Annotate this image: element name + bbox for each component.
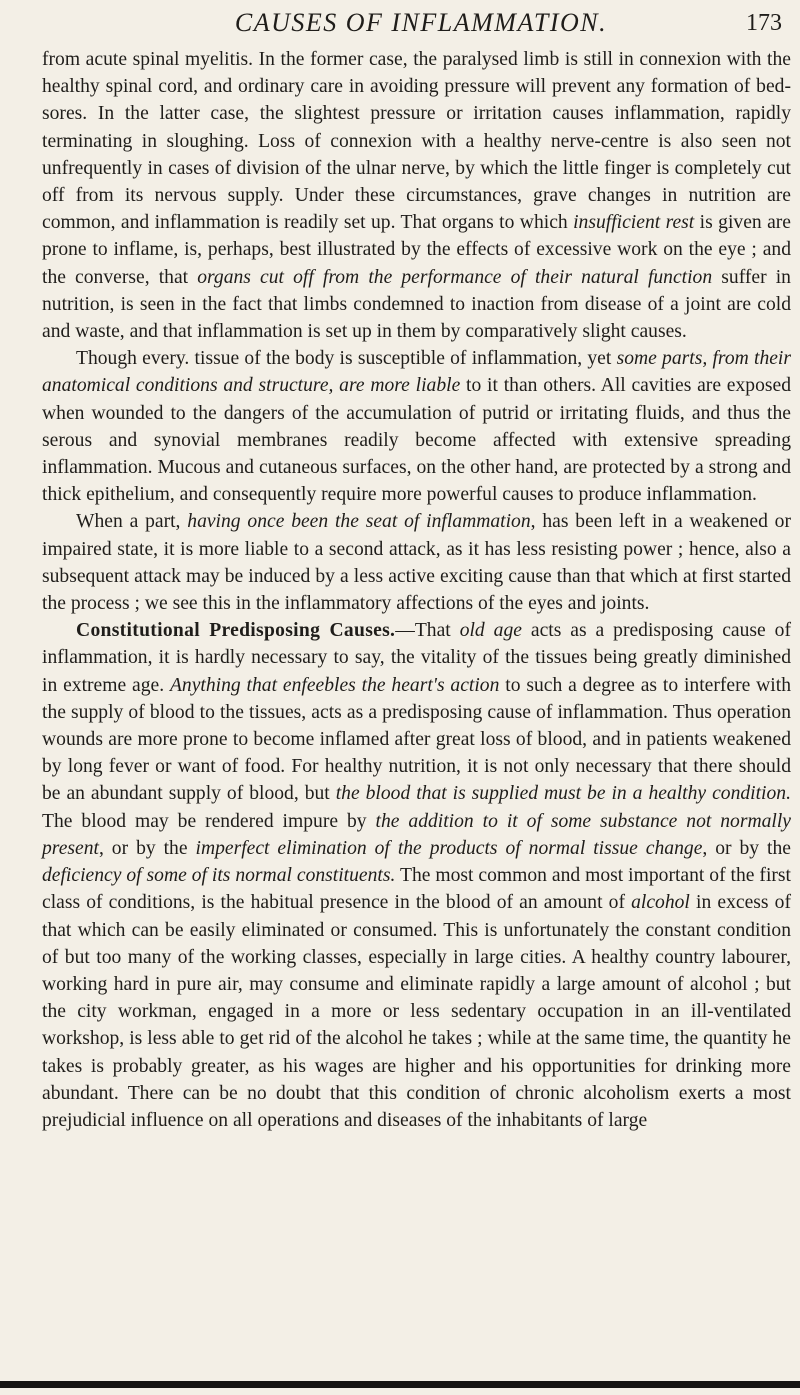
running-title: CAUSES OF INFLAMMATION.: [234, 8, 608, 37]
section-heading: Constitutional Predisposing Causes.: [76, 620, 396, 642]
italic-run: having once been the seat of inflammation: [187, 511, 531, 533]
paragraph: [42, 508, 791, 617]
text-run: acts as a predisposing cause of inflammation, it is hardly necessary to say, the vitality of the tissues being greatly diminished in extreme age.: [42, 620, 791, 696]
text-run: to it than others. All cavities are exposed when wounded to the dangers of the accumulation of putrid or irritating fluids, and thus the serous and synovial membranes readily become affected with extensive spreading inflammation. Mucous and cutaneous surfaces, on the other hand, are protected by a strong and thick epithelium, and consequently require more powerful causes to produce inflammation.: [42, 375, 791, 506]
text-run: The most common and most important of the first class of conditions, is the habitual presence in the blood of an amount of: [42, 865, 791, 914]
text-run: , or by the: [702, 837, 791, 859]
text-run: suffer in nutrition, is seen in the fact that limbs condemned to inaction from disease of a joint are cold and waste, and that inflammation is set up in them by comparatively slight causes.: [42, 266, 791, 343]
italic-run: deficiency of some of its normal constituents.: [42, 865, 396, 887]
running-head: [60, 8, 782, 44]
text-run: When a part,: [76, 511, 188, 533]
text-run: The blood may be rendered impure by: [42, 810, 376, 832]
page-number: 173: [746, 10, 782, 36]
text-run: , or by the: [98, 837, 196, 859]
italic-run: Anything that enfeebles the heart's action: [169, 674, 500, 696]
paragraph: [42, 46, 791, 345]
italic-run: the addition to it of some substance not normally present: [42, 810, 792, 859]
text-run: in excess of that which can be easily eliminated or consumed. This is unfortunately the constant condition of but too many of the working classes, especially in large cities. A healthy country labourer, working hard in pure air, may consume and eliminate rapidly a large amount of alcohol ; but the city workman, engaged in a more or less sedentary occupation in an ill-ventilated workshop, is less able to get rid of the alcohol he takes ; while at the same time, the quantity he takes is probably greater, as his wages are higher and his opportunities for drinking more abundant. There can be no doubt that this condition of chronic alcoholism exerts a most prejudicial influence on all operations and diseases of the inhabitants of large: [42, 892, 791, 1131]
paragraph: [42, 617, 791, 1134]
bottom-rule: [0, 1381, 800, 1388]
text-run: , has been left in a weakened or impaired state, it is more liable to a second attack, as it has less resisting power ; hence, also a subsequent attack may be induced by a less active exciting cause than that which at first started the process ; we see this in the inflammatory affections of the eyes and joints.: [42, 511, 791, 615]
italic-run: some parts, from their anatomical conditions and structure, are more liable: [42, 348, 792, 397]
text-run: from acute spinal myelitis. In the former case, the paralysed limb is still in connexion with the healthy spinal cord, and ordinary care in avoiding pressure will prevent any formation of bed-sores. In the latter case, the slightest pressure or irritation causes inflammation, rapidly terminating in sloughing. Loss of connexion with a healthy nerve-centre is also seen not unfrequently in cases of division of the ulnar nerve, by which the little finger is completely cut off from its nervous supply. Under these circumstances, grave changes in nutrition are common, and inflammation is readily set up. That organs to which: [42, 49, 791, 234]
text-run: is given are prone to inflame, is, perhaps, best illustrated by the effects of excessive work on the eye ; and the converse, that: [42, 212, 792, 288]
text-run: —That: [395, 620, 460, 642]
body-text: [42, 46, 791, 1134]
italic-run: imperfect elimination of the products of normal tissue change: [195, 837, 703, 859]
italic-run: insufficient rest: [573, 212, 695, 234]
italic-run: organs cut off from the performance of their natural function: [197, 266, 713, 288]
italic-run: old age: [459, 620, 522, 642]
paragraph: [42, 345, 791, 508]
italic-run: the blood that is supplied must be in a healthy condition.: [335, 783, 791, 805]
italic-run: alcohol: [631, 892, 690, 914]
text-run: Though every. tissue of the body is susceptible of inflammation, yet: [76, 348, 617, 370]
text-run: to such a degree as to interfere with the supply of blood to the tissues, acts as a predisposing cause of inflammation. Thus operation wounds are more prone to become inflamed after great loss of blood, and in patients weakened by long fever or want of food. For healthy nutrition, it is not only necessary that there should be an abundant supply of blood, but: [42, 674, 791, 805]
